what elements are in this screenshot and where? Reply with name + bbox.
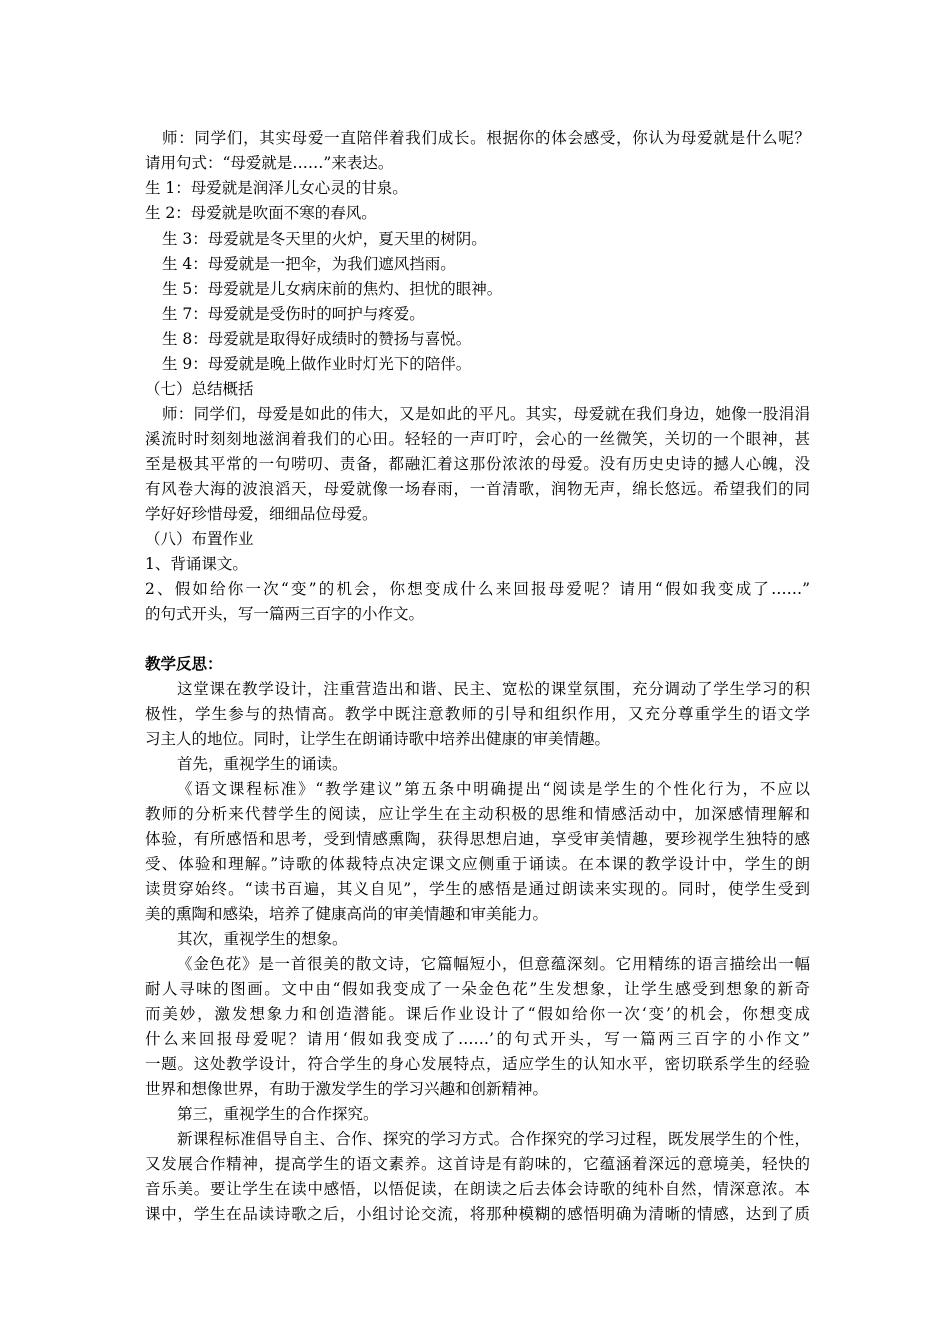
- section-7-line-5: 学好好珍惜母爱，细细品位母爱。: [145, 505, 378, 523]
- reflection-p2-line-5: 读贯穿始终。“读书百遍，其义自见”，学生的感悟是通过朗读来实现的。同时，使学生受到: [145, 880, 810, 898]
- section-7-line-4: 有风卷大海的波浪滔天，母爱就像一场春雨，一首清歌，润物无声，绵长悠远。希望我们的同: [145, 480, 810, 498]
- reflection-p2-line-4: 受、体验和理解。”诗歌的体裁特点决定课文应侧重于诵读。在本课的教学设计中，学生的朗: [145, 855, 810, 873]
- reflection-p2-line-2: 教师的分析来代替学生的阅读，应让学生在主动积极的思维和情感活动中，加深感情理解和: [145, 805, 810, 823]
- reflection-p4-line-1: 新课程标准倡导自主、合作、探究的学习方式。合作探究的学习过程，既发展学生的个性，: [177, 1130, 810, 1148]
- reflection-p1-line-1: 这堂课在教学设计，注重营造出和谐、民主、宽松的课堂氛围，充分调动了学生学习的积: [177, 680, 810, 698]
- reflection-p3-line-1: 《金色花》是一首很美的散文诗，它篇幅短小，但意蕴深刻。它用精练的语言描绘出一幅: [177, 955, 810, 973]
- reflection-p3-line-2: 耐人寻味的图画。文中由“假如我变成了一朵金色花”生发想象，让学生感受到想象的新奇: [145, 980, 810, 998]
- student-answer-7: 生 7：母爱就是受伤时的呵护与疼爱。: [162, 305, 425, 323]
- homework-item-2-line-2: 的句式开头，写一篇两三百字的小作文。: [145, 605, 425, 623]
- student-answer-4: 生 4：母爱就是一把伞，为我们遮风挡雨。: [162, 255, 456, 273]
- student-answer-8: 生 8：母爱就是取得好成绩时的赞扬与喜悦。: [162, 330, 472, 348]
- teacher-prompt-line-1: 师：同学们，其实母爱一直陪伴着我们成长。根据你的体会感受，你认为母爱就是什么呢？: [162, 129, 810, 147]
- reflection-p4-line-4: 课中，学生在品读诗歌之后，小组讨论交流，将那种模糊的感悟明确为清晰的情感，达到了质: [145, 1205, 810, 1223]
- reflection-p4-line-2: 又发展合作精神，提高学生的语文素养。这首诗是有韵味的，它蕴涵着深远的意境美，轻快的: [145, 1155, 810, 1173]
- homework-item-1: 1、背诵课文。: [145, 555, 248, 573]
- reflection-second-point: 其次，重视学生的想象。: [177, 930, 348, 948]
- section-7-line-2: 溪流时时刻刻地滋润着我们的心田。轻轻的一声叮咛，会心的一丝微笑，关切的一个眼神，甚: [145, 430, 810, 448]
- reflection-heading: 教学反思：: [145, 654, 223, 673]
- reflection-p2-line-1: 《语文课程标准》“教学建议”第五条中明确提出“阅读是学生的个性化行为，不应以: [177, 780, 810, 798]
- section-8-heading: （八）布置作业: [145, 530, 254, 548]
- reflection-p1-line-2: 极性，学生参与的热情高。教学中既注意教师的引导和组织作用，又充分尊重学生的语文学: [145, 705, 810, 723]
- student-answer-2: 生 2：母爱就是吹面不寒的春风。: [145, 204, 377, 222]
- reflection-p3-line-5: 一题。这处教学设计，符合学生的身心发展特点，适应学生的认知水平，密切联系学生的经验: [145, 1055, 810, 1073]
- reflection-p3-line-4: 什么来回报母爱呢？请用‘假如我变成了……’的句式开头，写一篇两三百字的小作文”: [145, 1030, 810, 1048]
- section-7-line-3: 至是极其平常的一句唠叨、责备，都融汇着这那份浓浓的母爱。没有历史史诗的撼人心魄，没: [145, 455, 810, 473]
- student-answer-3: 生 3：母爱就是冬天里的火炉，夏天里的树阴。: [162, 230, 487, 248]
- student-answer-9: 生 9：母爱就是晚上做作业时灯光下的陪伴。: [162, 355, 472, 373]
- student-answer-1: 生 1：母爱就是润泽儿女心灵的甘泉。: [145, 179, 408, 197]
- reflection-p3-line-6: 世界和想像世界，有助于激发学生的学习兴趣和创新精神。: [145, 1080, 549, 1098]
- reflection-p2-line-6: 美的熏陶和感染，培养了健康高尚的审美情趣和审美能力。: [145, 905, 549, 923]
- reflection-third-point: 第三，重视学生的合作探究。: [177, 1105, 379, 1123]
- reflection-p1-line-3: 习主人的地位。同时，让学生在朗诵诗歌中培养出健康的审美情趣。: [145, 730, 611, 748]
- reflection-first-point: 首先，重视学生的诵读。: [177, 755, 348, 773]
- student-answer-5: 生 5：母爱就是儿女病床前的焦灼、担忧的眼神。: [162, 280, 503, 298]
- section-7-heading: （七）总结概括: [145, 380, 254, 398]
- homework-item-2-line-1: 2、假如给你一次“变”的机会，你想变成什么来回报母爱呢？请用“假如我变成了……”: [145, 580, 810, 598]
- reflection-p4-line-3: 音乐美。要让学生在读中感悟，以悟促读，在朗读之后去体会诗歌的纯朴自然，情深意浓。本: [145, 1180, 810, 1198]
- section-7-line-1: 师：同学们，母爱是如此的伟大，又是如此的平凡。其实，母爱就在我们身边，她像一股涓涓: [162, 405, 810, 423]
- reflection-p3-line-3: 而美妙，激发想象力和创造潜能。课后作业设计了“假如给你一次‘变’的机会，你想变成: [145, 1005, 810, 1023]
- reflection-p2-line-3: 体验，有所感悟和思考，受到情感熏陶，获得思想启迪，享受审美情趣，要珍视学生独特的感: [145, 830, 810, 848]
- teacher-prompt-line-2: 请用句式：“母爱就是……”来表达。: [145, 154, 394, 172]
